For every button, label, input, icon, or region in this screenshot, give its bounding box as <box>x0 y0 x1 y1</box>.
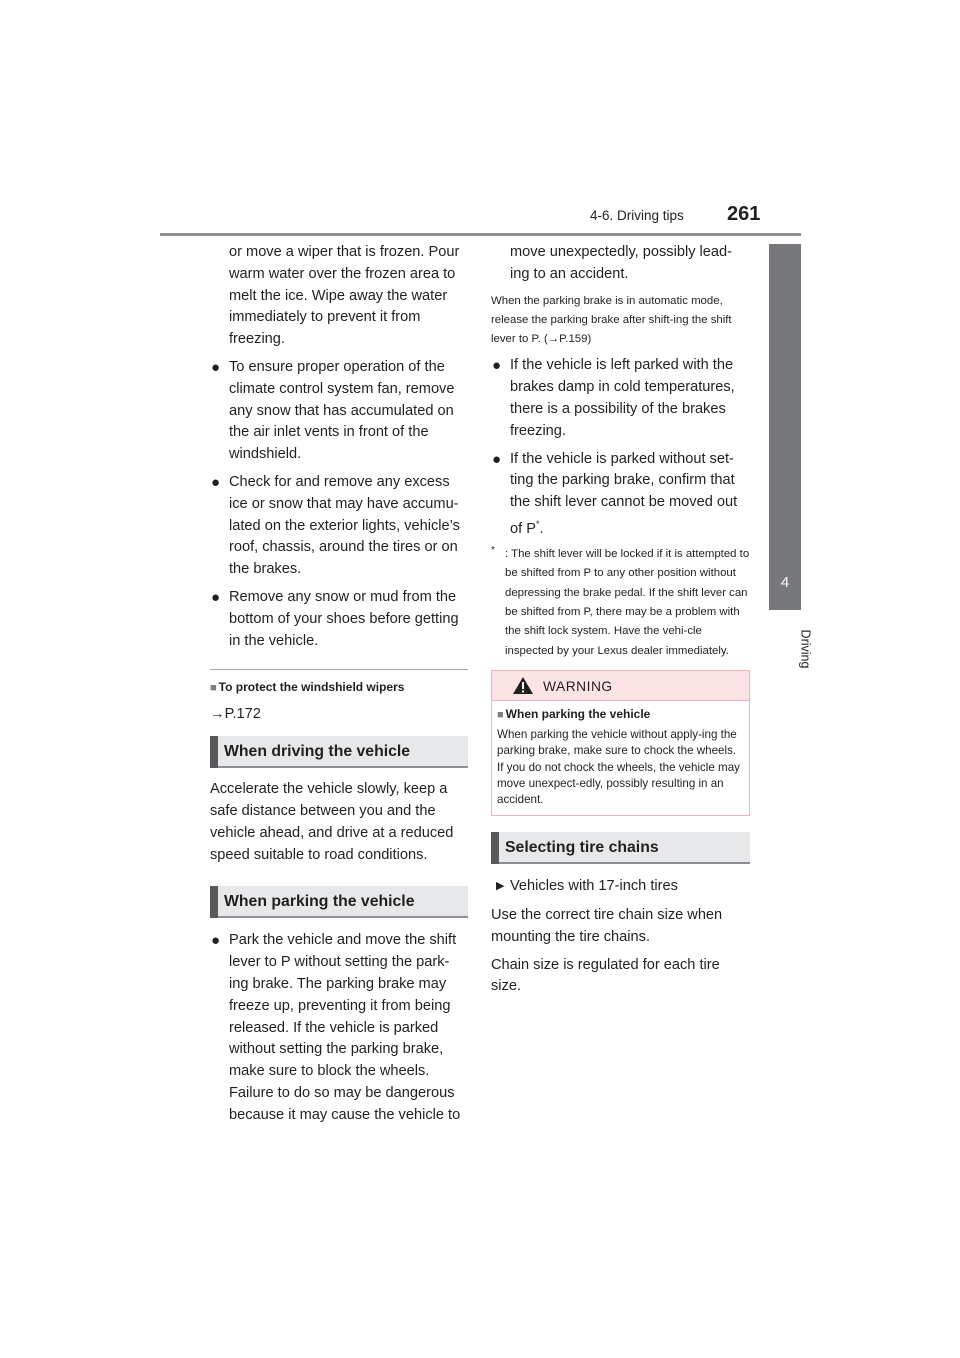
warning-heading: ■ When parking the vehicle <box>497 707 651 722</box>
bullet-item <box>210 930 468 1126</box>
left-column <box>210 242 468 1127</box>
triangle-arrow-icon: ▶ <box>496 880 505 893</box>
continued-paragraph: move unexpectedly, possibly lead-ing to an accident. <box>510 244 732 282</box>
warning-title: WARNING <box>543 679 613 695</box>
bullet-icon: ● <box>211 932 221 950</box>
bullet-item <box>210 357 468 466</box>
paragraph: Accelerate the vehicle slowly, keep a safe distance between you and the vehicle ahead, and drive at a reduced speed suitable to road conditions. <box>210 781 454 863</box>
section-heading-tire-chains <box>491 832 750 864</box>
sub-heading: ■ To protect the windshield wipers <box>210 680 405 695</box>
section-heading-parking <box>210 886 468 918</box>
bullet-item <box>210 472 468 581</box>
warning-text: When parking the vehicle without apply-ing the parking brake, make sure to chock the wheels. If you do not chock the wheels, the vehicle may move unexpect-edly, possibly resulting in an accident. <box>497 728 740 806</box>
chapter-label: Driving <box>798 629 813 669</box>
section-title-text: When driving the vehicle <box>224 743 411 761</box>
chapter-tab <box>769 244 801 610</box>
bullet-icon: ● <box>211 473 221 491</box>
bullet-text: Park the vehicle and move the shift lever to P without setting the park-ing brake. The parking brake may freeze up, preventing it from being released. If the vehicle is parked without setting the parking brake, make sure to block the wheels. Failure to do so may be dangerous because it may cause the vehicle to <box>229 932 461 1123</box>
bullet-text: If the vehicle is left parked with the brakes damp in cold temperatures, there is a possibility of the brakes freezing. <box>510 357 735 439</box>
bullet-icon: ● <box>492 450 502 468</box>
bullet-text: Remove any snow or mud from the bottom of your shoes before getting in the vehicle. <box>229 588 459 649</box>
right-column <box>491 242 750 998</box>
footnote <box>491 545 750 661</box>
footnote-mark: * <box>491 544 495 556</box>
bullet-text: Check for and remove any excess ice or snow that may have accumu-lated on the exterior lights, vehicle’s roof, chassis, around the tires or on the brakes. <box>229 473 460 578</box>
note-paragraph: When the parking brake is in automatic mode, release the parking brake after shift-ing the shift lever to P. (→P.159) <box>491 294 732 346</box>
bullet-item <box>491 355 750 442</box>
section-bar <box>491 832 499 864</box>
bullet-item <box>210 587 468 652</box>
chapter-label-wrap <box>771 620 813 680</box>
footnote-text: : The shift lever will be locked if it is attempted to be shifted from P to any other position without depressing the brake pedal. If the shift lever can be shifted from P, there may be a problem with the shift lock system. Have the vehi-cle inspected by your Lexus dealer immediately. <box>505 547 750 657</box>
triangle-item <box>491 876 750 898</box>
bullet-icon: ● <box>211 358 221 376</box>
header-rule <box>160 233 801 236</box>
warning-header <box>492 671 749 701</box>
paragraph: Chain size is regulated for each tire size. <box>491 956 720 995</box>
section-title-text: Selecting tire chains <box>505 839 659 857</box>
continued-paragraph: or move a wiper that is frozen. Pour warm water over the frozen area to melt the ice. Wipe away the water immediately to prevent it from freezing. <box>229 244 460 348</box>
footnote-ref: * <box>535 519 540 530</box>
bullet-text: If the vehicle is parked without set-ting the parking brake, confirm that the shift lever cannot be moved out of P <box>510 450 738 537</box>
bullet-icon: ● <box>492 357 502 375</box>
warning-triangle-icon <box>512 676 534 695</box>
chapter-number: 4 <box>780 574 790 591</box>
cross-reference-link[interactable]: →P.172 <box>210 706 261 723</box>
square-marker-icon: ■ <box>497 709 504 722</box>
bullet-end: . <box>539 520 544 537</box>
bullet-icon: ● <box>211 588 221 606</box>
warning-box <box>491 670 750 816</box>
warning-body <box>492 701 749 815</box>
bullet-text: To ensure proper operation of the climate control system fan, remove any snow that has accumulated on the air inlet vents in front of the windshield. <box>229 358 455 463</box>
bullet-item <box>491 449 750 541</box>
paragraph: Use the correct tire chain size when mounting the tire chains. <box>491 906 723 945</box>
section-title-text: When parking the vehicle <box>224 893 415 911</box>
square-marker-icon: ■ <box>210 682 217 695</box>
triangle-item-text: Vehicles with 17-inch tires <box>510 878 678 895</box>
section-heading-driving <box>210 736 468 768</box>
page-number: 261 <box>727 203 761 225</box>
section-title: 4-6. Driving tips <box>590 208 684 223</box>
section-bar <box>210 886 218 918</box>
section-bar <box>210 736 218 768</box>
